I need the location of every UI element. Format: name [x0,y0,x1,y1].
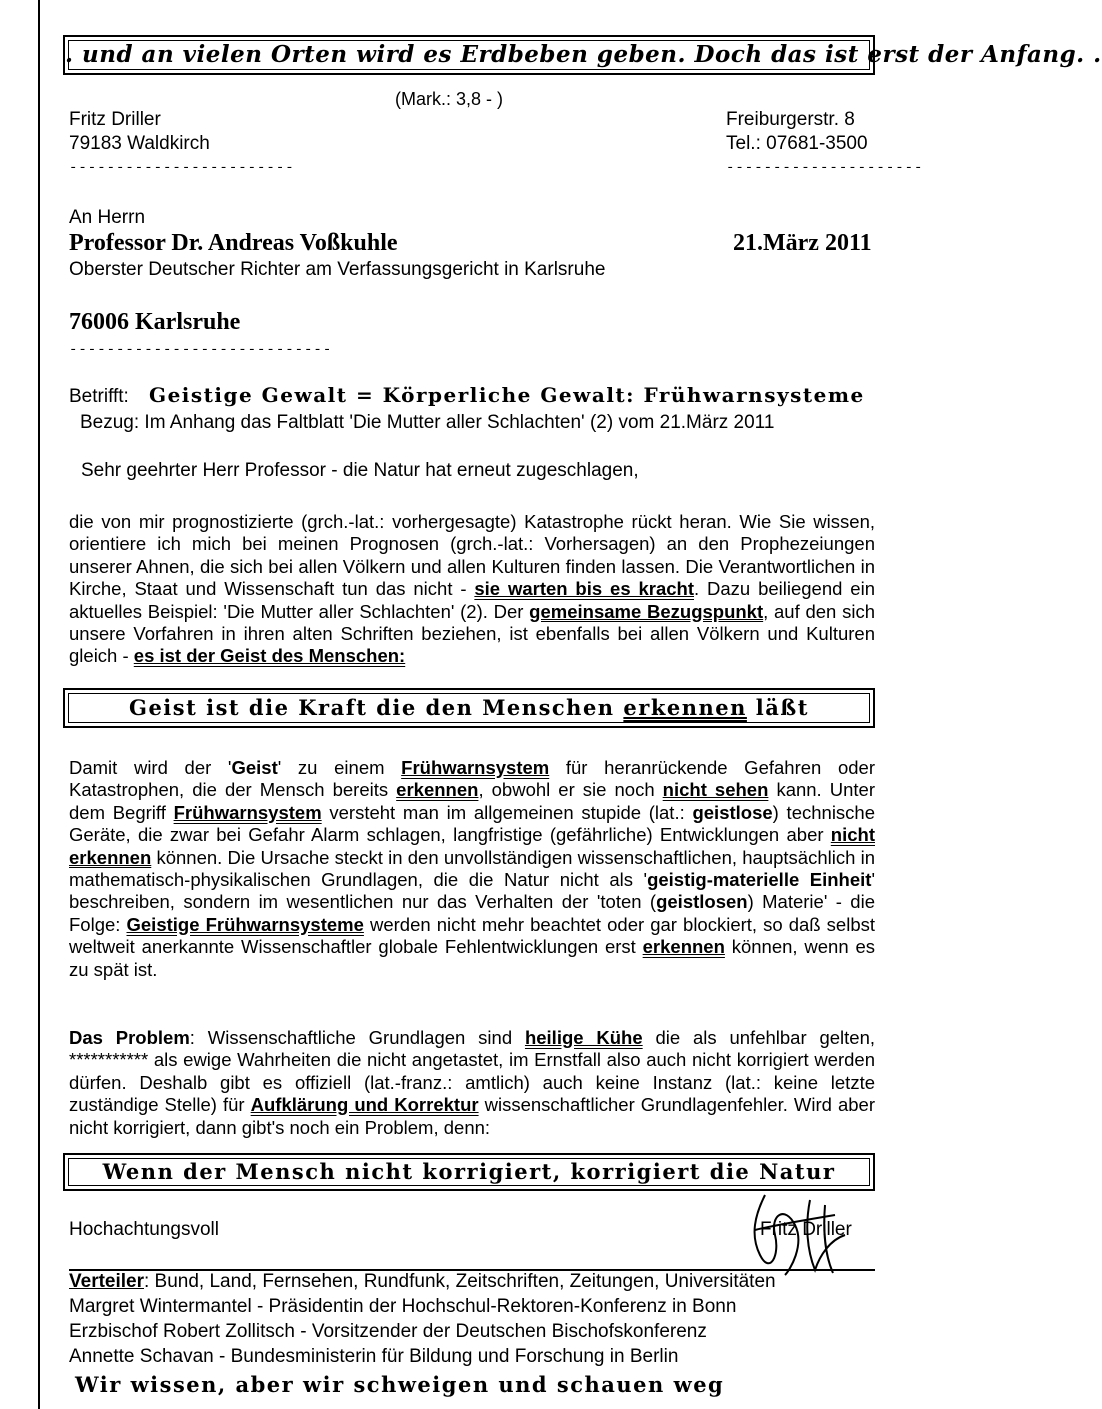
sender-rule-left: ------------------------ [69,160,295,176]
p2-text-f: versteht man im allgemeinen stupide (lat.: [321,801,693,823]
sender-name: Fritz Driller [69,109,161,130]
p2-text-j: ) Materie' - die Folge: [69,891,875,935]
p2-text-l: können, wenn es zu spät ist. [69,936,875,980]
margin-rule [38,0,40,1409]
letter-date: 21.März 2011 [733,230,872,256]
p3-emph-1: heilige Kühe [524,1027,643,1048]
recipient-name: Professor Dr. Andreas Voßkuhle [69,230,398,256]
p2-text-e: kann. Unter dem Begriff [69,779,875,823]
p1-text-a: die von mir prognostizierte (grch.-lat.: vorhergesagte) Katastrophe rückt heran. Wie Sie wissen, orientiere ich mich bei meinen Prognosen (grch.-lat.: Vorhersagen) an den Prophezeiungen unserer Ahnen, die sich bei allen Völkern und allen Kulturen finden lassen. Die Verantwortlichen in Kirche, Staat und Wissenschaft tun das nicht - [69,511,875,600]
p2-text-h: können. Die Ursache steckt in den unvollständigen wissenschaftlichen, hauptsächlich in mathematisch-physikalischen Grundlagen, die die Natur nicht als ' [69,846,875,891]
p1-emph-3: es ist der Geist des Menschen: [133,645,406,667]
subject-text: Geistige Gewalt = Körperliche Gewalt: Frühwarnsysteme [149,383,865,407]
paragraph-1 [69,511,875,668]
paragraph-2 [69,757,875,981]
distribution-label: Verteiler [69,1271,144,1292]
p2-bold-3: geistig-materielle Einheit [647,869,872,891]
statement-1-a: Geist ist die Kraft die den Menschen [129,695,624,720]
p2-emph-3: nicht sehen [662,779,769,801]
p3-text-a: : Wissenschaftliche Grundlagen sind [189,1027,525,1048]
p2-emph-4: Frühwarnsystem [173,801,322,823]
p2-text-k: werden nicht mehr beachtet oder gar blockiert, so daß selbst weltweit anerkannte Wissenschaftler globale Fehlentwicklungen erst [69,913,876,958]
paragraph-3 [69,1027,875,1139]
subject-reference: Bezug: Im Anhang das Faltblatt 'Die Mutter aller Schlachten' (2) vom 21.März 2011 [80,412,775,433]
p2-text-g: ) technische Geräte, die zwar bei Gefahr Alarm schlagen, langfristige (gefährliche) Entwicklungen aber [69,801,876,846]
closing: Hochachtungsvoll [69,1219,219,1240]
sender-city: 79183 Waldkirch [69,133,210,154]
p3-text-d: wissenschaftlicher Grundlagenfehler. Wird aber nicht korrigiert, dann gibt's noch ein Problem, denn: [69,1094,875,1138]
p2-bold-1: Geist [231,757,278,778]
distribution-line-2: Margret Wintermantel - Präsidentin der Hochschul-Rektoren-Konferenz in Bonn [69,1296,737,1317]
p2-bold-4: geistlosen [656,891,748,913]
p1-text-c: , auf den sich unsere Vorfahren in ihren alten Schriften beziehen, ist ebenfalls bei allen Völkern und Kulturen gleich - [69,600,875,667]
statement-2: Wenn der Mensch nicht korrigiert, korrigiert die Natur [102,1159,836,1184]
statement-1 [65,695,873,720]
p2-emph-6: Geistige Frühwarnsysteme [126,913,364,935]
sender-phone: Tel.: 07681-3500 [726,133,868,154]
p2-text-a: Damit wird der ' [69,757,232,778]
motto-box [63,35,1102,75]
p1-emph-1: sie warten bis es kracht [474,578,695,600]
p2-text-d: , obwohl er sie noch [478,779,663,801]
statement-1-b: läßt [746,695,809,720]
recipient-title: Oberster Deutscher Richter am Verfassungsgericht in Karlsruhe [69,259,606,280]
recipient-city: 76006 Karlsruhe [69,309,241,335]
recipient-salutation: An Herrn [69,207,146,228]
distribution-line-1 [69,1271,776,1293]
statement-1-emph: erkennen [623,695,747,720]
distribution-line-4: Annette Schavan - Bundesministerin für Bildung und Forschung in Berlin [69,1346,679,1367]
subject-label: Betrifft: [69,386,129,407]
signature-name: Fritz Driller [760,1219,852,1240]
sender-street: Freiburgerstr. 8 [726,109,855,130]
p3-text-c: als ewige Wahrheiten die nicht angetastet, im Ernstfall also auch nicht korrigiert werden dürfen. Deshalb gibt es offiziell (lat.-franz.: amtlich) auch keine Instanz (lat.: keine letzte zuständige Stelle) für [69,1049,875,1116]
distribution-line-3: Erzbischof Robert Zollitsch - Vorsitzender der Deutschen Bischofskonferenz [69,1321,707,1342]
p2-bold-2: geistlose [692,801,773,823]
motto-text: . und an vielen Orten wird es Erdbeben geben. Doch das ist erst der Anfang. . [65,41,1102,68]
p1-emph-2: gemeinsame Bezugspunkt [529,600,764,622]
problem-label: Das Problem [69,1027,190,1048]
p3-emph-2: Aufklärung und Korrektur [250,1094,479,1116]
distribution-list: : Bund, Land, Fernsehen, Rundfunk, Zeitschriften, Zeitungen, Universitäten [144,1271,776,1292]
sender-rule-right: --------------------- [726,160,924,176]
final-statement: Wir wissen, aber wir schweigen und schauen weg [75,1372,725,1397]
p2-emph-1: Frühwarnsystem [401,757,550,778]
p3-text-b: die als unfehlbar gelten, [642,1027,875,1048]
recipient-rule: ---------------------------- [69,342,333,358]
p2-emph-5: nicht erkennen [69,824,875,868]
p3-stars: *********** [69,1049,149,1071]
p2-text-b: ' zu einem [277,757,402,778]
p2-text-c: für heranrückende Gefahren oder Katastrophen, die der Mensch bereits [69,757,875,801]
motto-reference: (Mark.: 3,8 - ) [395,89,504,109]
statement-box-1 [63,688,875,728]
greeting: Sehr geehrter Herr Professor - die Natur hat erneut zugeschlagen, [81,460,639,481]
p2-text-i: ' beschreiben, sondern im wesentlichen nur das Verhalten der 'toten ( [69,869,875,913]
p1-text-b: . Dazu beiliegend ein aktuelles Beispiel: 'Die Mutter aller Schlachten' (2). Der [69,578,875,622]
p2-emph-2: erkennen [396,779,479,801]
p2-emph-7: erkennen [642,936,725,958]
